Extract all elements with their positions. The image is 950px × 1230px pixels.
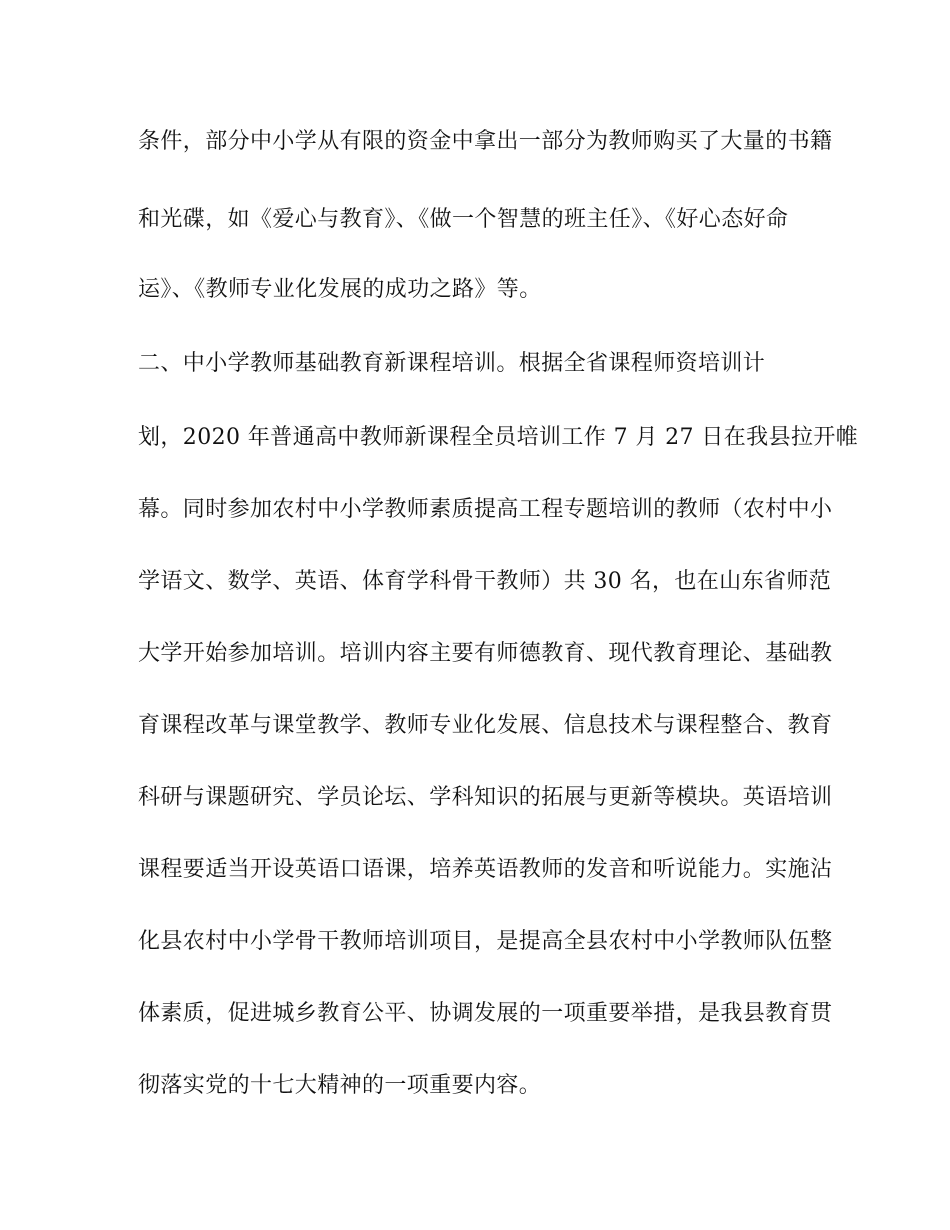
text-line: 科研与课题研究、学员论坛、学科知识的拓展与更新等模块。英语培训	[138, 785, 833, 810]
text-line: 划，2020 年普通高中教师新课程全员培训工作 7 月 27 日在我县拉开帷	[138, 425, 859, 450]
text-line: 课程要适当开设英语口语课，培养英语教师的发音和听说能力。实施沾	[138, 857, 833, 882]
text-line: 彻落实党的十七大精神的一项重要内容。	[138, 1073, 542, 1098]
text-line: 化县农村中小学骨干教师培训项目，是提高全县农村中小学教师队伍整	[138, 929, 833, 954]
text-line: 运》、《教师专业化发展的成功之路》等。	[138, 277, 542, 302]
text-line: 条件，部分中小学从有限的资金中拿出一部分为教师购买了大量的书籍	[138, 129, 833, 154]
text-line: 体素质，促进城乡教育公平、协调发展的一项重要举措，是我县教育贯	[138, 1001, 833, 1026]
text-line: 大学开始参加培训。培训内容主要有师德教育、现代教育理论、基础教	[138, 641, 833, 666]
text-line: 育课程改革与课堂教学、教师专业化发展、信息技术与课程整合、教育	[138, 713, 833, 738]
text-line: 幕。同时参加农村中小学教师素质提高工程专题培训的教师（农村中小	[138, 497, 833, 522]
text-line: 和光碟，如《爱心与教育》、《做一个智慧的班主任》、《好心态好命	[138, 207, 789, 232]
text-line: 学语文、数学、英语、体育学科骨干教师）共 30 名，也在山东省师范	[138, 569, 832, 594]
text-line: 二、中小学教师基础教育新课程培训。根据全省课程师资培训计	[138, 351, 766, 376]
